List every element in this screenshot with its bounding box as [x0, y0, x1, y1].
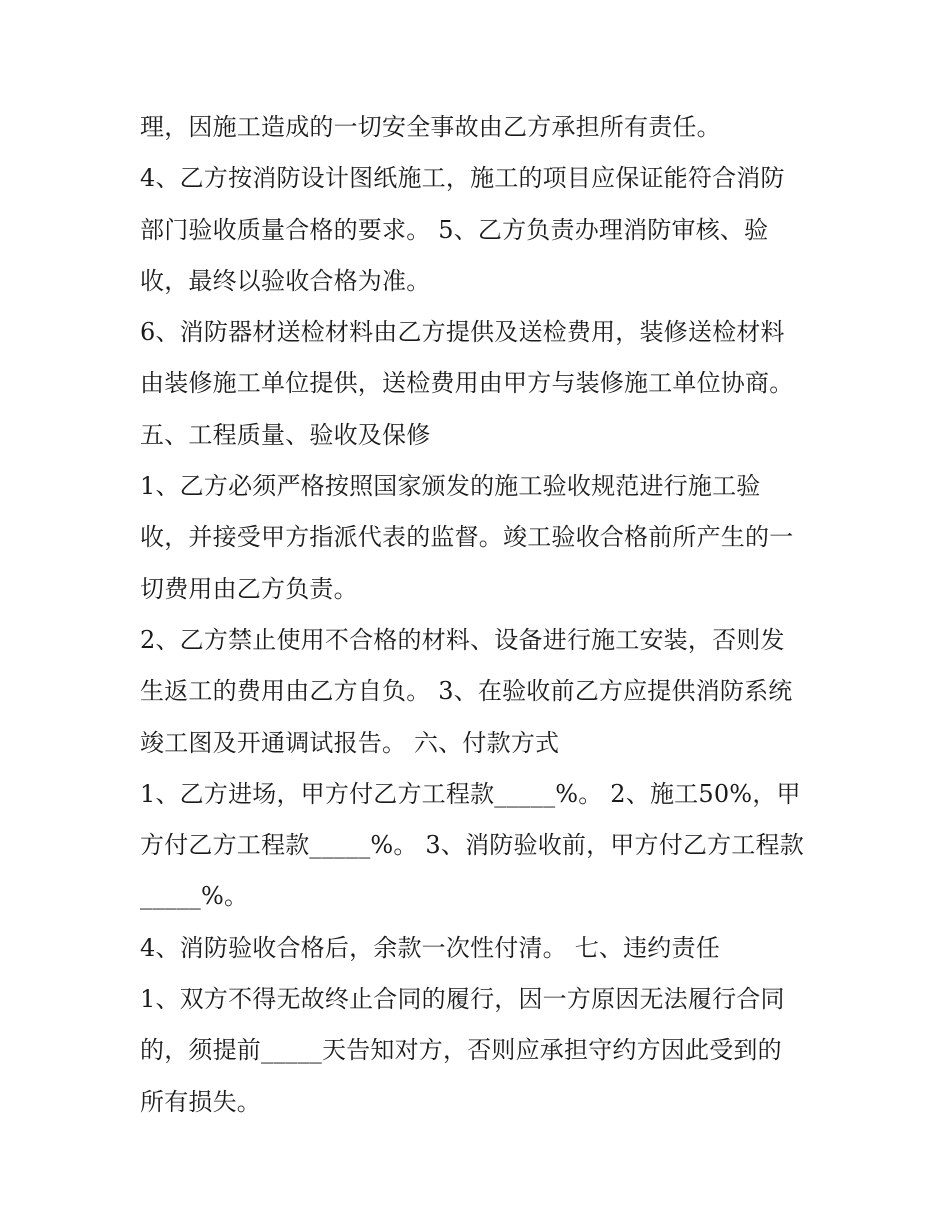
section-heading: 五、工程质量、验收及保修: [140, 420, 431, 449]
text-line: 2、乙方禁止使用不合格的材料、设备进行施工安装，否则发: [140, 625, 785, 654]
text-line: 竣工图及开通调试报告。 六、付款方式: [140, 728, 560, 757]
text-line: 1、乙方必须严格按照国家颁发的施工验收规范进行施工验: [140, 472, 761, 501]
text-line: 理，因施工造成的一切安全事故由乙方承担所有责任。: [140, 113, 721, 141]
text-line: 部门验收质量合格的要求。 5、乙方负责办理消防审核、验: [140, 215, 769, 244]
text-line: _____%。: [140, 882, 249, 911]
text-line: 4、乙方按消防设计图纸施工，施工的项目应保证能符合消防: [140, 164, 785, 193]
text-line: 1、乙方进场，甲方付乙方工程款_____%。 2、施工50%，甲: [140, 779, 801, 808]
text-line: 方付乙方工程款_____%。 3、消防验收前，甲方付乙方工程款: [140, 831, 804, 860]
text-line: 6、消防器材送检材料由乙方提供及送检费用，装修送检材料: [140, 318, 785, 347]
text-line: 4、消防验收合格后，余款一次性付清。 七、违约责任: [140, 933, 720, 962]
text-line: 收，最终以验收合格为准。: [140, 266, 431, 295]
text-line: 生返工的费用由乙方自负。 3、在验收前乙方应提供消防系统: [140, 677, 793, 706]
text-line: 切费用由乙方负责。: [140, 574, 358, 603]
text-line: 所有损失。: [140, 1087, 261, 1116]
text-line: 由装修施工单位提供，送检费用由甲方与装修施工单位协商。: [140, 369, 794, 398]
contract-text: [140, 102, 830, 1128]
text-line: 收，并接受甲方指派代表的监督。竣工验收合格前所产生的一: [140, 523, 794, 552]
text-line: 的，须提前_____天告知对方，否则应承担守约方因此受到的: [140, 1036, 782, 1065]
text-line: 1、双方不得无故终止合同的履行，因一方原因无法履行合同: [140, 985, 785, 1014]
